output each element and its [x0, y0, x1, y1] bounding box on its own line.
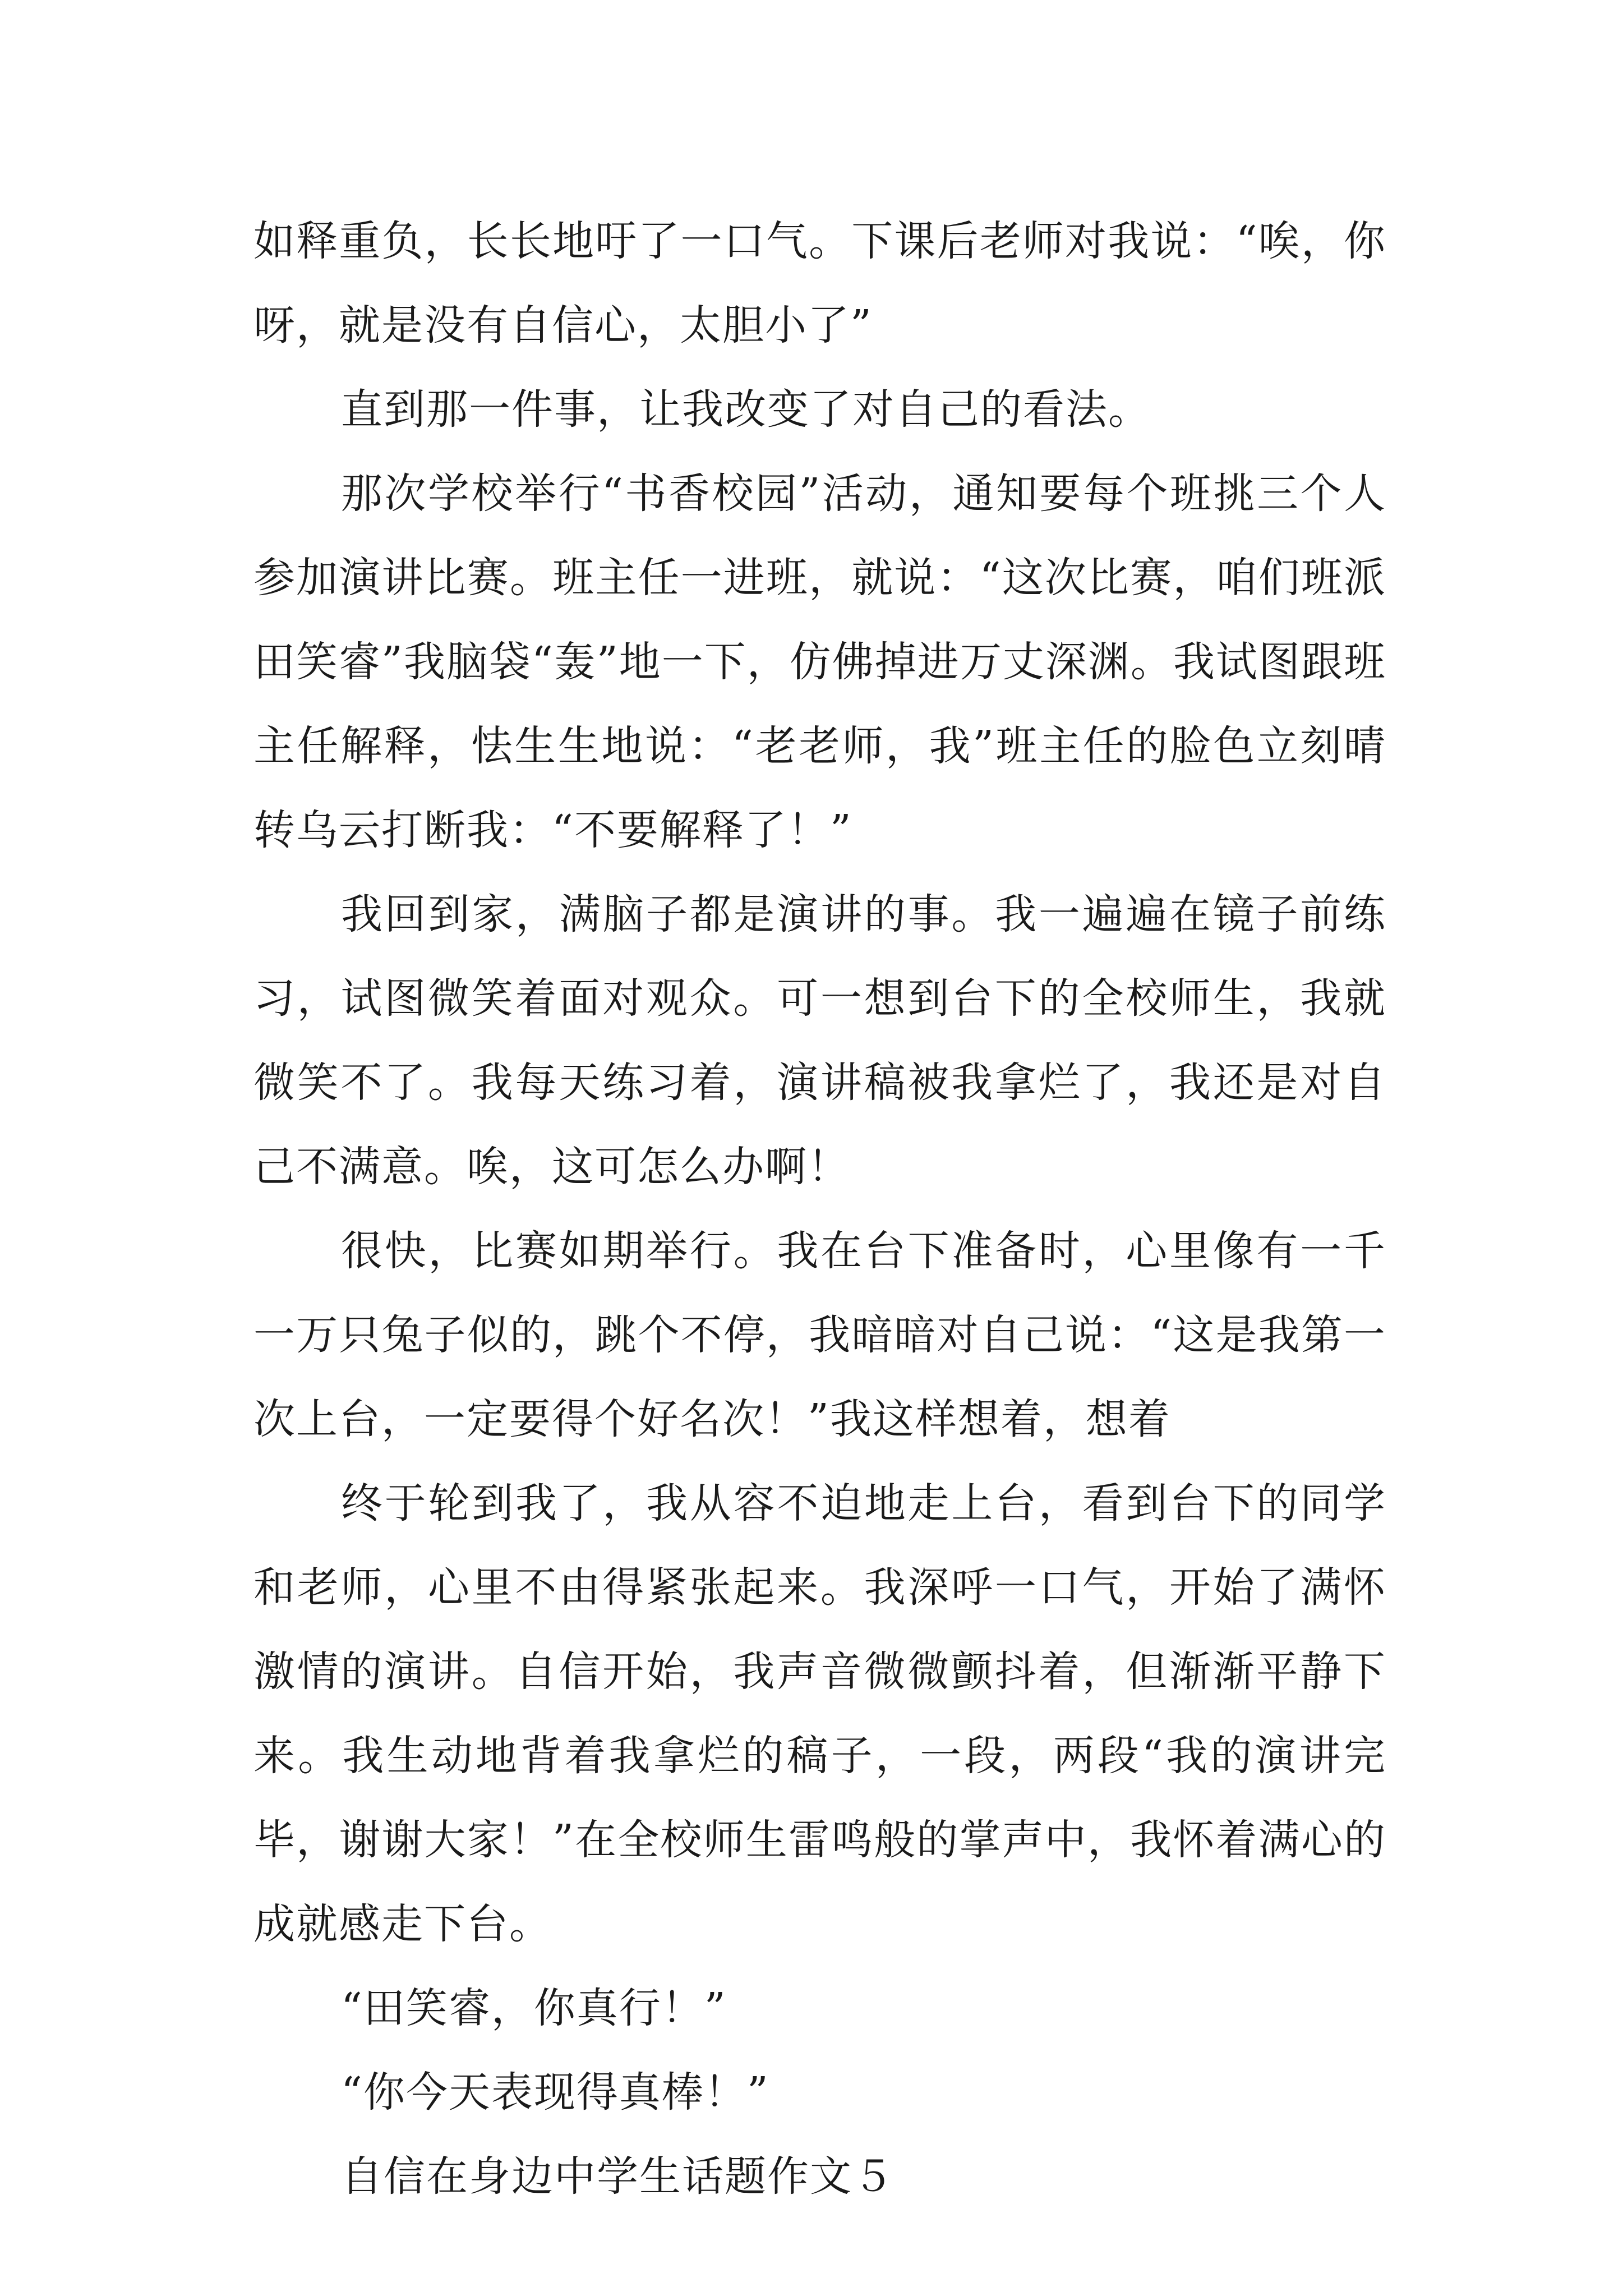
paragraph-8: “你今天表现得真棒！”: [341, 2068, 769, 2116]
paragraph-2: 直到那一件事，让我改变了对自己的看法。: [341, 385, 1151, 434]
paragraph-6: 终于轮到我了，我从容不迫地走上台，看到台下的同学和老师，心里不由得紧张起来。我深呼一口气，开始了满怀激情的演讲。自信开始，我声音微微颤抖着，但渐渐平静下来。我生动地背着我拿烂的稿子，一段，两段“我的演讲完毕，谢谢大家！”在全校师生雷鸣般的掌声中，我怀着满心的成就感走下台。: [253, 1479, 1386, 1948]
paragraph-4: 我回到家，满脑子都是演讲的事。我一遍遍在镜子前练习，试图微笑着面对观众。可一想到台下的全校师生，我就微笑不了。我每天练习着，演讲稿被我拿烂了，我还是对自己不满意。唉，这可怎么办啊！: [253, 890, 1386, 1191]
paragraph-7: “田笑睿，你真行！”: [341, 1984, 727, 2032]
section-heading: 自信在身边中学生话题作文５: [341, 2152, 895, 2201]
paragraph-1: 如释重负，长长地吁了一口气。下课后老师对我说：“唉，你呀，就是没有自信心，太胆小了”: [253, 217, 1386, 349]
essay-body: [253, 199, 1386, 2219]
paragraph-3: 那次学校举行“书香校园”活动，通知要每个班挑三个人参加演讲比赛。班主任一进班，就说：“这次比赛，咱们班派田笑睿”我脑袋“轰”地一下，仿佛掉进万丈深渊。我试图跟班主任解释，怯生生地说：“老老师，我”班主任的脸色立刻晴转乌云打断我：“不要解释了！”: [253, 470, 1386, 854]
paragraph-5: 很快，比赛如期举行。我在台下准备时，心里像有一千一万只兔子似的，跳个不停，我暗暗对自己说：“这是我第一次上台，一定要得个好名次！”我这样想着，想着: [253, 1227, 1386, 1443]
